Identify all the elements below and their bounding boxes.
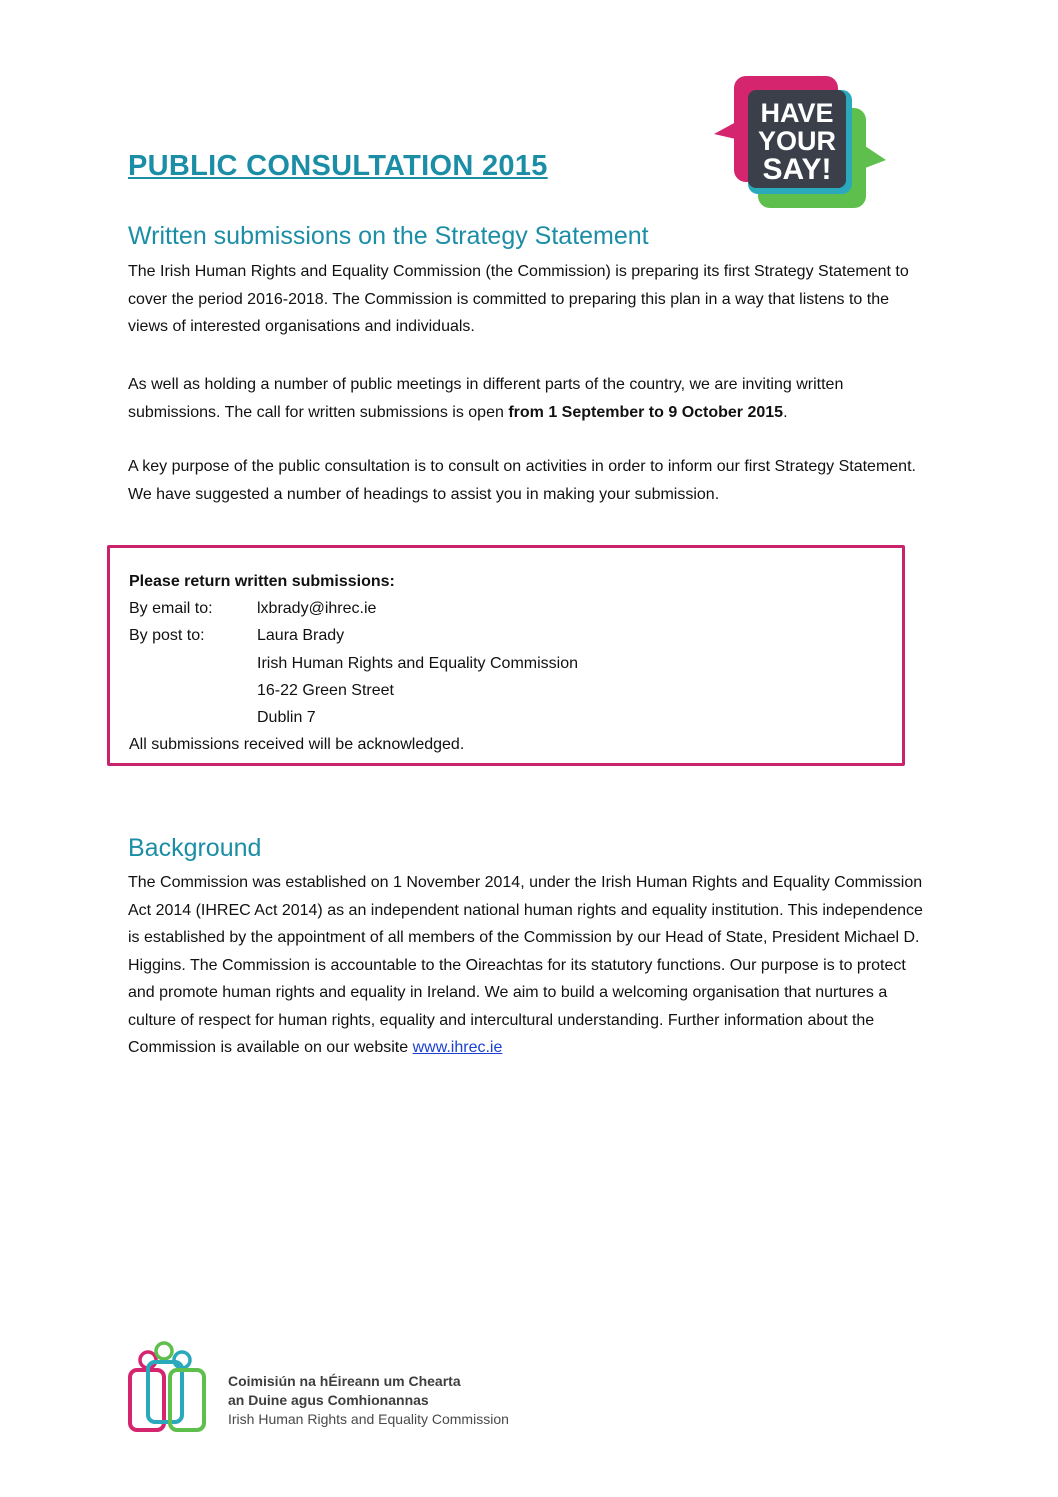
badge-line2: YOUR (757, 126, 837, 156)
have-your-say-logo (712, 74, 888, 214)
email-address[interactable]: lxbrady@ihrec.ie (257, 600, 377, 618)
email-label: By email to: (129, 600, 213, 618)
footer-irish-line1: Coimisiún na hÉireann um Chearta (228, 1373, 461, 1389)
paragraph-purpose: A key purpose of the public consultation is to consult on activities in order to inform our first Strategy Statement. We have suggested a number of headings to assist you in making your submission. (128, 458, 916, 503)
background-text: The Commission was established on 1 November 2014, under the Irish Human Rights and Equality Commission Act 2014 (IHREC Act 2014) as an independent national human rights and equality institution. This independence is established by the appointment of all members of the Commission by our Head of State, President Michael D. Higgins. The Commission is accountable to the Oireachtas for its statutory functions. Our purpose is to protect and promote human rights and equality in Ireland. We aim to build a welcoming organisation that nurtures a culture of respect for human rights, equality and intercultural understanding. Further information about the Commission is available on our website (128, 874, 923, 1056)
paragraph-dates-end: . (783, 403, 788, 421)
post-label: By post to: (129, 627, 205, 645)
submission-box-heading: Please return written submissions: (129, 573, 395, 590)
address-line: Dublin 7 (257, 708, 316, 726)
section-heading-written-submissions: Written submissions on the Strategy Statement (128, 222, 649, 250)
submission-dates: from 1 September to 9 October 2015 (508, 403, 784, 421)
footer-commission-name (228, 1372, 509, 1429)
badge-line1: HAVE (760, 98, 834, 128)
address-line: 16-22 Green Street (257, 681, 394, 699)
website-link[interactable]: www.ihrec.ie (412, 1039, 503, 1056)
address-line: Irish Human Rights and Equality Commission (257, 654, 579, 672)
submission-info-box (107, 545, 905, 766)
paragraph-intro: The Irish Human Rights and Equality Commission (the Commission) is preparing its first Strategy Statement to cover the period 2016-2018. The Commission is committed to preparing this plan in a way that listens to the views of interested organisations and individuals. (128, 263, 909, 335)
badge-line3: SAY! (762, 153, 832, 186)
section-heading-background: Background (128, 834, 262, 862)
paragraph-dates (128, 371, 928, 426)
address-line: Laura Brady (257, 627, 345, 645)
paragraph-background (128, 869, 928, 1062)
footer-irish-line2: an Duine agus Comhionannas (228, 1392, 429, 1408)
footer-english-name: Irish Human Rights and Equality Commission (228, 1411, 509, 1427)
page-title: PUBLIC CONSULTATION 2015 (128, 150, 548, 182)
paragraph-dates-text: As well as holding a number of public meetings in different parts of the country, we are inviting written submissions. The call for written submissions is open (128, 376, 844, 421)
acknowledgement-note: All submissions received will be acknowledged. (129, 736, 465, 754)
